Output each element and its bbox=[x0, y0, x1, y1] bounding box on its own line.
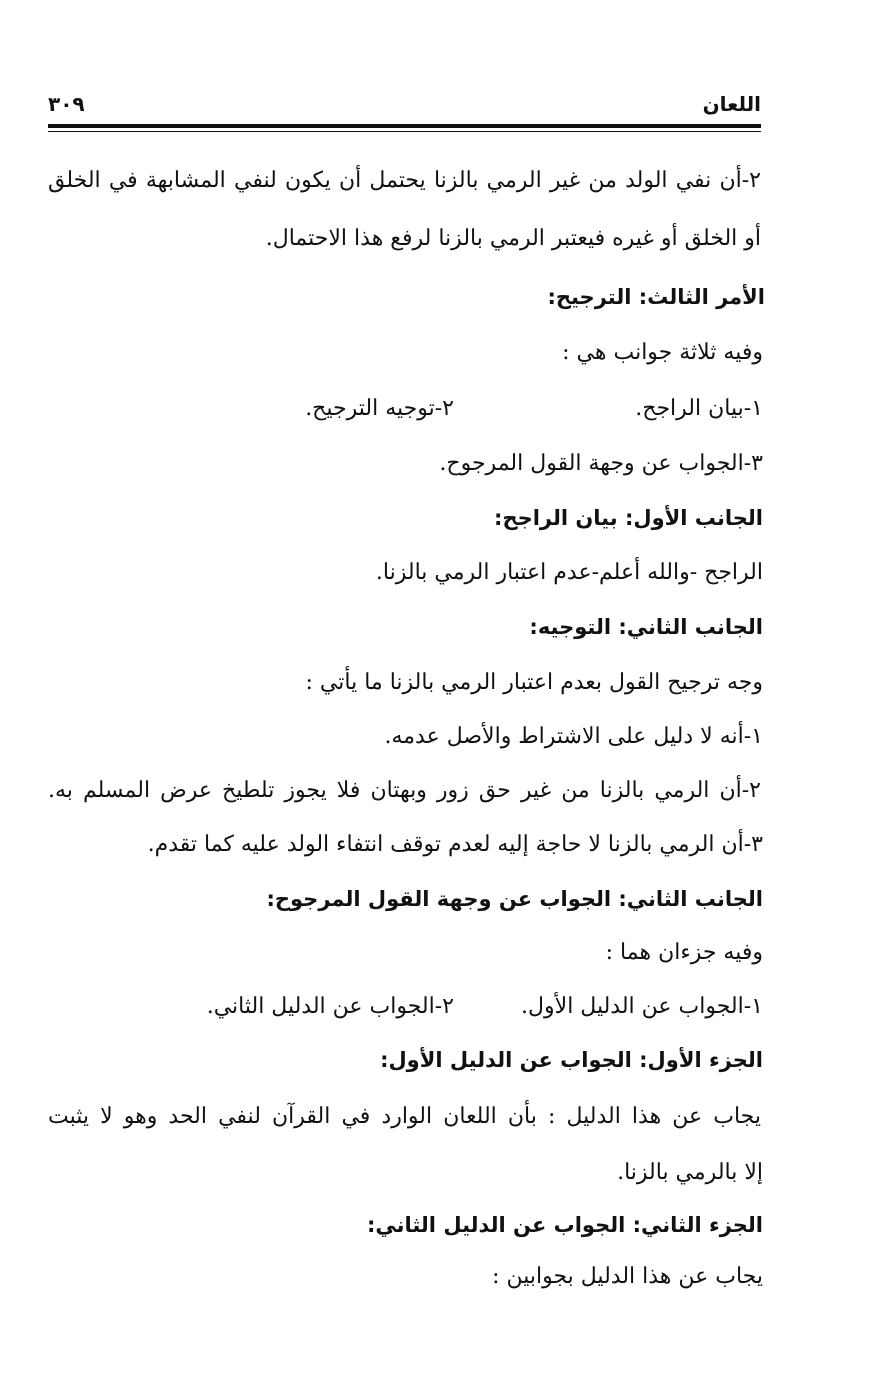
subsection-heading: الجزء الأول: الجواب عن الدليل الأول: bbox=[380, 1048, 763, 1072]
list-item: ٢-أن الرمي بالزنا من غير حق زور وبهتان فلا يجوز تلطيخ عرض المسلم به. bbox=[48, 778, 761, 803]
subsection-heading: الجانب الأول: بيان الراجح: bbox=[494, 506, 763, 530]
list-item: ٢-توجيه الترجيح. bbox=[305, 396, 454, 421]
subsection-heading: الجزء الثاني: الجواب عن الدليل الثاني: bbox=[366, 1213, 763, 1237]
body-line: ٢-أن نفي الولد من غير الرمي بالزنا يحتمل أن يكون لنفي المشابهة في الخلق bbox=[48, 168, 761, 193]
body-line: وفيه جزءان هما : bbox=[605, 940, 763, 965]
subsection-heading: الجانب الثاني: التوجيه: bbox=[529, 615, 763, 639]
body-line: الراجح -والله أعلم-عدم اعتبار الرمي بالزنا. bbox=[375, 560, 763, 585]
running-header bbox=[48, 92, 761, 124]
body-line: وفيه ثلاثة جوانب هي : bbox=[562, 340, 763, 365]
list-item: ١-أنه لا دليل على الاشتراط والأصل عدمه. bbox=[384, 724, 763, 749]
list-item: ٣-الجواب عن وجهة القول المرجوح. bbox=[439, 451, 763, 476]
section-heading: الأمر الثالث: الترجيح: bbox=[547, 285, 765, 309]
body-line: أو الخلق أو غيره فيعتبر الرمي بالزنا لرفع هذا الاحتمال. bbox=[265, 226, 761, 251]
body-line: وجه ترجيح القول بعدم اعتبار الرمي بالزنا ما يأتي : bbox=[305, 670, 763, 695]
list-item: ١-الجواب عن الدليل الأول. bbox=[521, 994, 763, 1019]
body-line: يجاب عن هذا الدليل بجوابين : bbox=[492, 1264, 763, 1289]
header-rule-thin bbox=[48, 131, 761, 132]
list-item: ١-بيان الراجح. bbox=[635, 396, 763, 421]
header-rule-thick bbox=[48, 124, 761, 128]
page-number: ٣٠٩ bbox=[48, 92, 85, 116]
subsection-heading: الجانب الثاني: الجواب عن وجهة القول المرجوح: bbox=[266, 887, 763, 911]
chapter-title: اللعان bbox=[702, 92, 761, 116]
body-line: إلا بالرمي بالزنا. bbox=[617, 1160, 763, 1185]
list-item: ٢-الجواب عن الدليل الثاني. bbox=[206, 994, 454, 1019]
list-item: ٣-أن الرمي بالزنا لا حاجة إليه لعدم توقف انتفاء الولد عليه كما تقدم. bbox=[147, 832, 763, 857]
body-line: يجاب عن هذا الدليل : بأن اللعان الوارد في القرآن لنفي الحد وهو لا يثبت bbox=[48, 1104, 761, 1129]
